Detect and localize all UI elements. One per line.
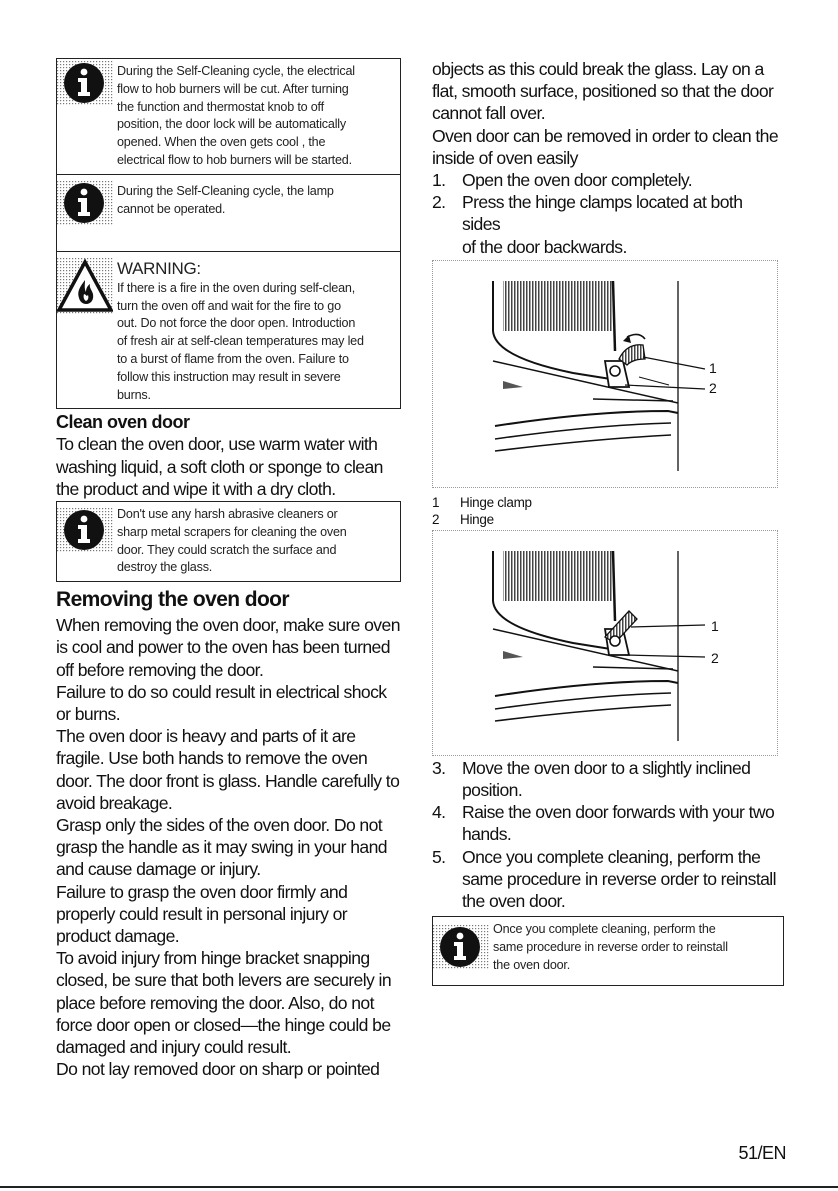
body-line: properly could result in personal injury or [56,903,348,924]
note-line: cannot be operated. [117,201,226,216]
note-line: Don't use any harsh abrasive cleaners or [117,506,338,521]
step-text: Move the oven door to a slightly inclined [462,757,751,778]
body-line: off before removing the door. [56,659,264,680]
figure-label-2: 2 [709,379,717,396]
note-line: of fresh air at self-clean temperatures may led [117,334,364,349]
note-line: follow this instruction may result in severe [117,369,341,384]
figure-label-1: 1 [711,617,719,634]
body-line: grasp the handle as it may swing in your hand [56,837,387,858]
fire-warning-icon [57,258,113,314]
note-line: sharp metal scrapers for cleaning the oven [117,524,347,539]
step-text: of the door backwards. [462,236,627,257]
note-line: opened. When the oven gets cool , the [117,135,326,150]
step-text: the oven door. [462,891,566,912]
section-heading-removing-oven-door: Removing the oven door [56,588,289,612]
note-line: flow to hob burners will be cut. After turning [117,81,349,96]
footer-divider [0,1186,838,1188]
body-line: or burns. [56,703,121,724]
body-line: fragile. Use both hands to remove the oven [56,748,368,769]
note-line: the oven door. [493,957,571,972]
figure-caption [432,494,784,511]
caption-number: 1 [432,494,440,510]
hinge-figure-clamped [432,260,778,488]
body-line: The oven door is heavy and parts of it are [56,726,356,747]
step-text: Press the hinge clamps located at both sides [462,192,743,235]
info-note-reinstall [432,916,784,986]
note-line: Once you complete cleaning, perform the [493,922,716,937]
body-line: force door open or closed—the hinge could be [56,1014,391,1035]
step-text: Once you complete cleaning, perform the [462,846,761,867]
right-column [432,58,784,986]
step-item [432,757,784,801]
info-icon [433,925,489,969]
step-number: 2. [432,192,446,213]
caption-number: 2 [432,511,440,527]
body-line: Oven door can be removed in order to clean the [432,125,779,146]
removing-text [56,614,401,1080]
step-item [432,801,784,845]
body-line: closed, be sure that both levers are securely in [56,970,391,991]
steps-list-b [432,757,784,912]
body-line: flat, smooth surface, positioned so that the door [432,81,774,102]
body-line: Failure to grasp the oven door firmly and [56,881,348,902]
caption-text: Hinge [460,511,494,527]
warning-note-fire [56,252,401,410]
step-number: 3. [432,757,446,778]
note-line: the function and thermostat knob to off [117,99,324,114]
figure-label-1: 1 [709,359,717,376]
body-line: the product and wipe it with a dry cloth. [56,478,336,499]
step-item [432,846,784,913]
body-line: Do not lay removed door on sharp or pointed [56,1059,380,1080]
info-note-self-cleaning-lamp [56,175,401,252]
info-icon [57,61,113,105]
info-note-self-cleaning-electrical [56,58,401,175]
body-line: place before removing the door. Also, do not [56,992,374,1013]
left-column [56,58,401,1080]
body-line: inside of oven easily [432,147,578,168]
step-item [432,169,784,191]
figure-caption [432,511,784,528]
step-number: 5. [432,846,446,867]
step-number: 4. [432,802,446,823]
body-line: Grasp only the sides of the oven door. Do not [56,814,383,835]
step-item [432,191,784,258]
note-line: turn the oven off and wait for the fire to go [117,298,341,313]
info-icon [57,181,113,225]
body-line: Failure to do so could result in electrical shock [56,681,387,702]
body-line: To clean the oven door, use warm water with [56,434,378,455]
step-text: same procedure in reverse order to reinstall [462,868,776,889]
step-text: hands. [462,824,512,845]
body-line: objects as this could break the glass. Lay on a [432,59,764,79]
page-number: 51/EN [738,1143,786,1163]
figure-label-2: 2 [711,649,719,666]
body-line: cannot fall over. [432,103,546,124]
body-line: is cool and power to the oven has been turned [56,637,390,658]
note-line: out. Do not force the door open. Introduction [117,316,356,331]
note-line: If there is a fire in the oven during self-clean, [117,280,356,295]
hinge-illustration [433,261,777,487]
note-line: electrical flow to hob burners will be started. [117,152,352,167]
warning-title: WARNING: [117,258,201,278]
note-line: same procedure in reverse order to reinstall [493,940,728,955]
step-text: Raise the oven door forwards with your two [462,802,775,823]
body-line: door. The door front is glass. Handle carefully to [56,770,400,791]
note-line: to a burst of flame from the oven. Failure to [117,351,349,366]
hinge-figure-released [432,530,778,756]
step-number: 1. [432,170,446,191]
body-line: and cause damage or injury. [56,859,261,880]
body-line: avoid breakage. [56,792,173,813]
body-line: To avoid injury from hinge bracket snapping [56,948,370,969]
note-line: position, the door lock will be automatically [117,117,347,132]
step-text: Open the oven door completely. [462,170,693,191]
body-line: product damage. [56,926,180,946]
note-line: door. They could scratch the surface and [117,542,337,557]
body-line: damaged and injury could result. [56,1037,292,1058]
step-text: position. [462,780,523,801]
body-line: When removing the oven door, make sure oven [56,615,400,636]
note-line: burns. [117,387,151,402]
hinge-illustration [433,531,777,755]
note-line: destroy the glass. [117,560,213,575]
note-line: During the Self-Cleaning cycle, the electrical [117,64,355,78]
section-heading-clean-oven-door: Clean oven door [56,412,190,433]
body-line: washing liquid, a soft cloth or sponge to clean [56,456,383,477]
caption-text: Hinge clamp [460,494,532,510]
info-note-abrasive-cleaners [56,501,401,582]
info-icon [57,508,113,552]
steps-list-a [432,169,784,258]
note-line: During the Self-Cleaning cycle, the lamp [117,183,334,198]
